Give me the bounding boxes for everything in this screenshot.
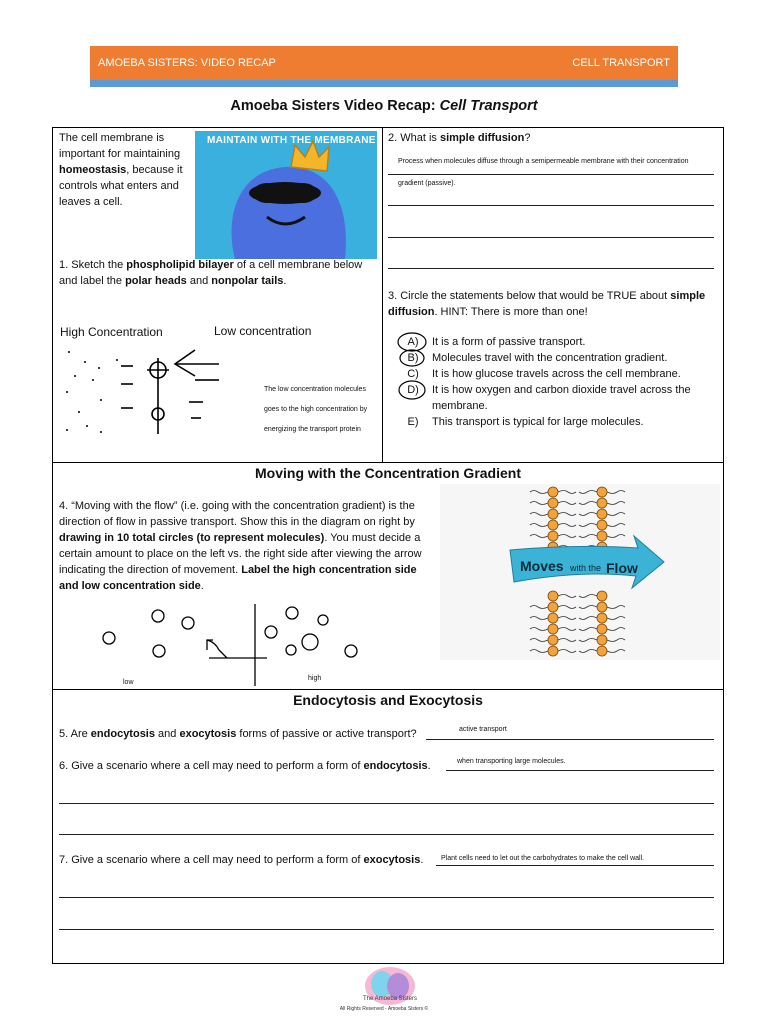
flow-text-a: Moves [520,558,564,574]
q6-blank-1[interactable] [446,770,714,771]
banner-right-text: CELL TRANSPORT [572,57,670,69]
q3-options [402,334,718,430]
sketch-1-drawing [55,340,255,440]
moves-with-flow-graphic [440,484,720,660]
q2-blank-3 [388,237,714,238]
header-banner [90,46,678,80]
question-2: 2. What is simple diffusion? [388,132,531,144]
q2-blank-1 [388,174,714,175]
q7-blank-1[interactable] [436,865,714,866]
q7-blank-3[interactable] [59,929,714,930]
sketch-2-low-label: low [123,679,134,686]
question-6: 6. Give a scenario where a cell may need to perform a form of endocytosis. [59,760,431,772]
q3-option-e[interactable]: E) This transport is typical for large molecules. [407,416,644,428]
q6-answer: when transporting large molecules. [457,758,566,765]
q2-blank-4 [388,268,714,269]
sketch-2-drawing [95,600,365,688]
cartoon-banner-text: MAINTAIN WITH THE MEMBRANE [207,135,376,146]
q3-option-a[interactable]: A) It is a form of passive transport. [407,336,586,348]
page-title [0,98,768,114]
q6-blank-3[interactable] [59,834,714,835]
membrane-cartoon [195,131,377,259]
q5-answer: active transport [459,726,507,733]
q2-blank-2 [388,205,714,206]
q7-blank-2[interactable] [59,897,714,898]
intro-text: The cell membrane is important for maintaining homeostasis, because it controls what enters and leaves a cell. [59,132,183,208]
question-1: 1. Sketch the phospholipid bilayer of a cell membrane below and label the polar heads and nonpolar tails. [59,259,363,287]
q3-option-b[interactable]: B) Molecules travel with the concentration gradient. [407,352,668,364]
high-concentration-label: High Concentration [60,325,163,339]
sketch-2-high-label: high [308,675,322,682]
sketch-1-note: The low concentration molecules goes to the high concentration by energizing the transport protein [264,386,368,433]
q3-option-d[interactable]: D) It is how oxygen and carbon dioxide travel across the membrane. [407,384,691,412]
q5-blank[interactable] [426,739,714,740]
q7-answer: Plant cells need to let out the carbohydrates to make the cell wall. [441,855,645,862]
footer-rights: All Rights Reserved - Amoeba Sisters © [339,1006,429,1012]
banner-left-text: AMOEBA SISTERS: VIDEO RECAP [98,57,276,69]
question-4: 4. “Moving with the flow” (i.e. going with the concentration gradient) is the direction of flow in passive transport. Show this in the diagram on right by drawing in 10 total circles (to represent molecules). You must decide a certain amount to place on the left vs. the right side after viewing the arrow indicating the direction of movement. Label the high concentration side and low concentration side. [59,500,422,592]
logo-text: The Amoeba Sisters [362,996,418,1002]
title-main: Amoeba Sisters Video Recap: [230,98,440,114]
q6-blank-2[interactable] [59,803,714,804]
q2-answer-line-2: gradient (passive). [398,180,456,187]
low-concentration-label: Low concentration [214,324,312,338]
amoeba-sisters-logo [362,964,418,1008]
flow-text-c: Flow [606,560,638,576]
q2-answer-line-1: Process when molecules diffuse through a semipermeable membrane with their concentration [398,158,689,165]
section-2-heading: Moving with the Concentration Gradient [255,465,521,481]
q3-answer-circles [396,330,436,402]
question-7: 7. Give a scenario where a cell may need to perform a form of exocytosis. [59,854,424,866]
banner-stripe [90,80,678,87]
question-5: 5. Are endocytosis and exocytosis forms of passive or active transport? [59,728,417,740]
question-3: 3. Circle the statements below that would be TRUE about simple diffusion. HINT: There is more than one! [388,290,706,318]
section-3-heading: Endocytosis and Exocytosis [293,692,483,708]
flow-text-b: with the [570,563,602,573]
q3-option-c[interactable]: C) It is how glucose travels across the cell membrane. [407,368,681,380]
title-topic: Cell Transport [439,98,538,114]
